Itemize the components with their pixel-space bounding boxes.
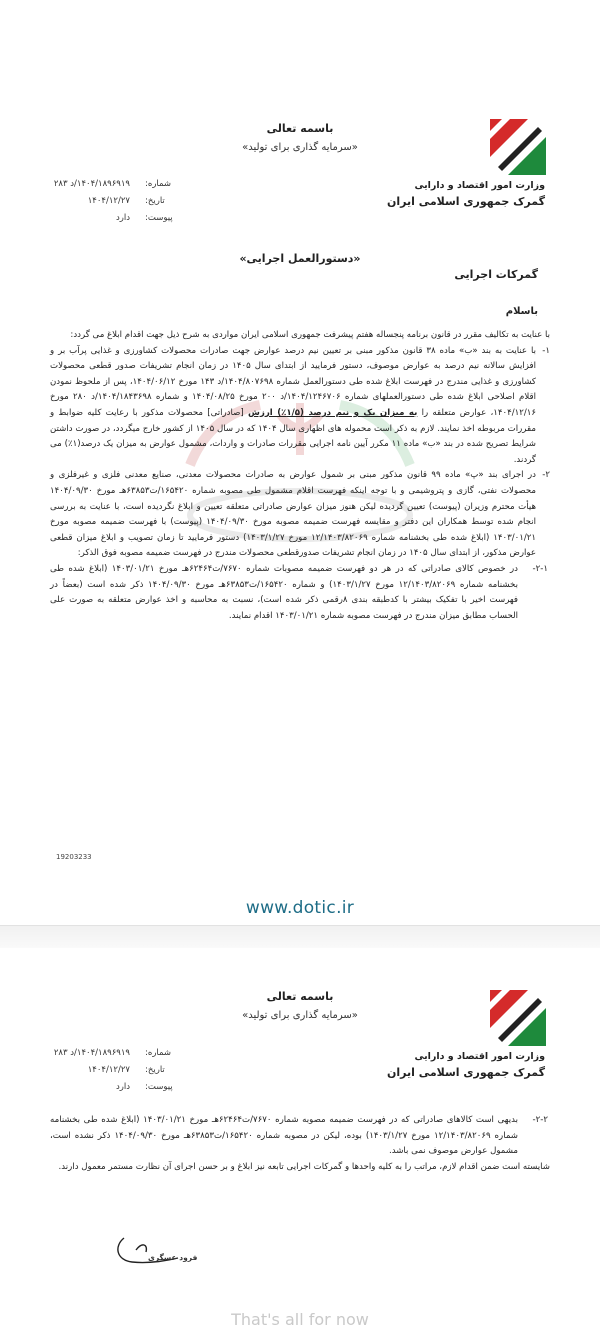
document-page-2 bbox=[0, 948, 600, 1333]
item-2-number: ۲- bbox=[542, 470, 550, 481]
meta-number-row bbox=[40, 179, 190, 196]
bismillah-heading: باسمه تعالی bbox=[266, 990, 334, 1003]
meta-attachment-value: دارد bbox=[115, 1082, 130, 1092]
item-2-1-number: ۲-۱- bbox=[532, 563, 548, 574]
signature-icon bbox=[112, 1230, 182, 1270]
letter-body bbox=[50, 328, 550, 624]
item-1 bbox=[50, 344, 550, 469]
meta-date-value: ۱۴۰۴/۱۲/۲۷ bbox=[87, 1065, 130, 1075]
item-1-number: ۱- bbox=[542, 345, 550, 356]
meta-number-value: ۱۴۰۴/۱۸۹۶۹۱۹/د ۲۸۳ bbox=[53, 179, 130, 189]
meta-attachment-value: دارد bbox=[115, 213, 130, 223]
intro-paragraph: با عنایت به تکالیف مقرر در قانون برنامه پنجساله هفتم پیشرفت جمهوری اسلامی ایران مواردی به شرح ذیل جهت اقدام ابلاغ می گردد: bbox=[70, 330, 550, 340]
document-id: 19203233 bbox=[56, 853, 92, 861]
ministry-name: وزارت امور اقتصاد و دارایی bbox=[414, 1051, 545, 1062]
letter-meta bbox=[40, 1048, 190, 1099]
item-1-text-a: با عنایت به بند «ب» ماده ۳۸ قانون مذکور مبنی بر تعیین نیم درصد عوارض جهت صادرات محصولات کشاورزی و غذایی پرآب بر و افزایش سالانه نیم درصد به عوارض موصوف، دستور فرمایید از ابتدای سال ۱۴۰۵ در زمان انجام تشریفات صدور قطعی محصولات کشاورزی و غذایی مندرج در فهرست ابلاغ شده طی دستورالعمل شماره ۱۴۰۴/۸۰۷۶۹۸/د ۱۴۳ مورخ ۱۴۰۴/۰۶/۱۲، پس از ملحوظ نمودن اقلام اصلاحی ابلاغ شده طی دستورالعملهای شماره ۱۴۰۴/۱۲۴۶۷۰۶/د ۲۰۰ مورخ ۱۴۰۴/۰۸/۲۵ و شماره ۱۴۰۴/۱۸۴۳۶۹۸/د ۲۸۰ مورخ ۱۴۰۴/۱۲/۱۶، عوارض متعلقه را bbox=[50, 345, 537, 418]
addressee: گمرکات اجرایی bbox=[454, 268, 538, 281]
item-1-text-b: [صادراتی] محصولات مذکور با رعایت کلیه ضوابط و مقررات مربوطه اخذ نمایند. لازم به ذکر است محموله های اظهاری سال ۱۴۰۴ که در سال ۱۴۰۵ از کشور خارج میگردد، در صورت داشتن شرایط تصریح شده در بند «ب» ماده ۱۱ مکرر آیین نامه اجرایی مقررات صادرات و واردات، مشمول عوارض به میزان یک درصد(۱٪) می گردند. bbox=[50, 407, 536, 465]
organization-name bbox=[387, 1051, 545, 1079]
item-2-2-number: ۲-۲- bbox=[532, 1115, 548, 1125]
letter-meta bbox=[40, 179, 190, 230]
meta-number-label: شماره: bbox=[145, 1048, 172, 1058]
bismillah-heading: باسمه تعالی bbox=[266, 122, 334, 135]
meta-date-label: تاریخ: bbox=[145, 196, 165, 206]
page-separator bbox=[0, 925, 600, 950]
end-of-feed-text: That's all for now bbox=[231, 1310, 369, 1329]
website-link[interactable]: www.dotic.ir bbox=[245, 898, 355, 918]
meta-attachment-row bbox=[40, 213, 190, 230]
letter-body bbox=[50, 1113, 550, 1175]
meta-attachment-row bbox=[40, 1082, 190, 1099]
meta-date-row bbox=[40, 196, 190, 213]
ministry-name: وزارت امور اقتصاد و دارایی bbox=[414, 180, 545, 191]
item-2-2 bbox=[50, 1113, 550, 1160]
meta-date-label: تاریخ: bbox=[145, 1065, 165, 1075]
closing-paragraph: شایسته است ضمن اقدام لازم، مراتب را به کلیه واحدها و گمرکات اجرایی تابعه نیز ابلاغ و بر حسن اجرای آن نظارت مستمر معمول دارند. bbox=[58, 1161, 550, 1172]
signer-name: فرود عسگری bbox=[148, 1253, 198, 1262]
item-1-emphasis: به میزان یک و نیم درصد (۱/۵٪) ارزش bbox=[248, 407, 418, 418]
motto: «سرمایه گذاری برای تولید» bbox=[242, 1010, 358, 1021]
greeting: باسلام bbox=[505, 306, 538, 317]
item-2-2-text: بدیهی است کالاهای صادراتی که در فهرست ضمیمه مصوبه شماره ۷۶۷۰/ت۶۲۴۶۴هـ مورخ ۱۴۰۳/۰۱/۲۱ (ابلاغ شده طی بخشنامه شماره ۱۲/۱۴۰۳/۸۲۰۶۹ مورخ ۱۴۰۳/۱/۲۷) بوده، لیکن در مصوبه شماره ۱۶۵۴۲۰/ت۶۳۸۵۳هـ مورخ ۱۴۰۴/۰۹/۳۰ ذکر نشده است، مشمول عوارض موصوف نمی باشد. bbox=[50, 1115, 518, 1157]
customs-name: گمرک جمهوری اسلامی ایران bbox=[386, 1066, 545, 1079]
item-2-1 bbox=[50, 562, 550, 624]
meta-date-row bbox=[40, 1065, 190, 1082]
meta-attachment-label: پیوست: bbox=[145, 213, 173, 223]
meta-date-value: ۱۴۰۴/۱۲/۲۷ bbox=[87, 196, 130, 206]
meta-attachment-label: پیوست: bbox=[145, 1082, 173, 1092]
meta-number-value: ۱۴۰۴/۱۸۹۶۹۱۹/د ۲۸۳ bbox=[53, 1048, 130, 1058]
item-2 bbox=[50, 468, 550, 562]
item-2-1-text: در خصوص کالای صادراتی که در هر دو فهرست ضمیمه مصوبات شماره ۷۶۷۰/ت۶۲۴۶۴هـ مورخ ۱۴۰۳/۰۱/۲۱ (ابلاغ شده طی بخشنامه شماره ۱۲/۱۴۰۳/۸۲۰۶۹ مورخ ۱۴۰۳/۱/۲۷) و شماره ۱۶۵۴۲۰/ت۶۳۸۵۳هـ مورخ ۱۴۰۴/۰۹/۳۰ ذکر شده است (بعضاً در فهرست اخیر با تفکیک بیشتر با کدطبقه بندی ۸رقمی ذکر شده است)، نسبت به محاسبه و اخذ عوارض متعلقه به صورت علی الحساب مطابق میزان مندرج در فهرست مصوبه شماره ۱۴۰۳/۰۱/۲۱ اقدام نمایند. bbox=[50, 563, 519, 621]
customs-name: گمرک جمهوری اسلامی ایران bbox=[386, 195, 545, 208]
document-title: «دستورالعمل اجرایی» bbox=[239, 252, 361, 265]
item-2-text: در اجرای بند «پ» ماده ۹۹ قانون مذکور مبنی بر شمول عوارض به صادرات محصولات معدنی، صنایع معدنی فلزی و غیرفلزی و محصولات نفتی، گازی و پتروشیمی و با توجه اینکه فهرست اقلام مشمول طی مصوبه شماره ۱۶۵۴۲۰/ت۶۳۸۵۳هـ مورخ ۱۴۰۴/۰۹/۳۰ هیأت محترم وزیران (پیوست) تعیین گردیده لیکن هنوز میزان عوارض صادراتی متعلقه تعیین و ابلاغ نگردیده است، با عنایت به بررسی انجام شده توسط همکاران این دفتر و مقایسه فهرست ضمیمه مصوبه مورخ ۱۴۰۴/۰۹/۳۰ (پیوست) با فهرست ضمیمه مصوبه مورخ ۱۴۰۳/۰۱/۲۱ (ابلاغ شده طی بخشنامه شماره ۱۲/۱۴۰۳/۸۲۰۶۹ مورخ ۱۴۰۳/۱/۲۷) دستور فرمایید تا زمان تصویب و ابلاغ میزان قطعی عوارض مذکور، از ابتدای سال ۱۴۰۵ در زمان انجام تشریفات صدورقطعی محصولات مندرج در فهرست ضمیمه مصوبه فوق الذکر: bbox=[50, 470, 536, 559]
organization-name bbox=[387, 180, 545, 208]
meta-number-label: شماره: bbox=[145, 179, 172, 189]
motto: «سرمایه گذاری برای تولید» bbox=[242, 142, 358, 153]
meta-number-row bbox=[40, 1048, 190, 1065]
